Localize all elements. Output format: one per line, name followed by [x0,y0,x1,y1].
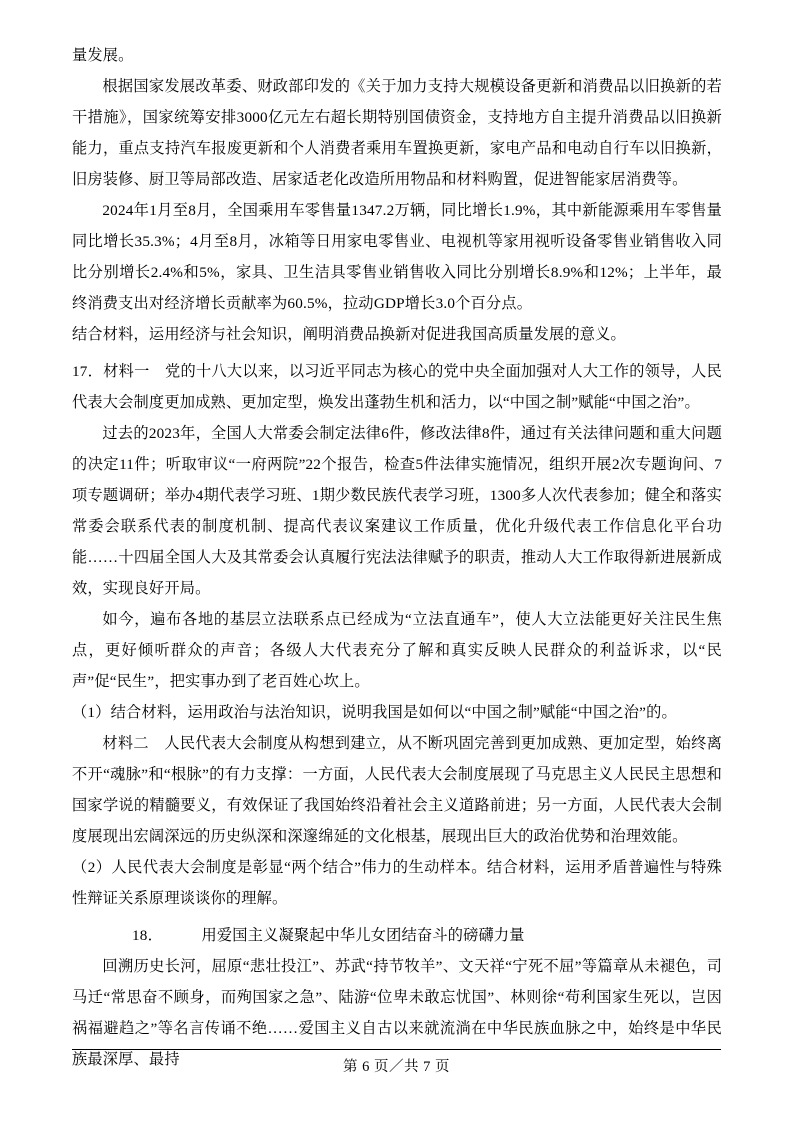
question-prompt-16: 结合材料，运用经济与社会知识，阐明消费品换新对促进我国高质量发展的意义。 [72,326,626,343]
question-17-material-one: 17．材料一 党的十八大以来，以习近平同志为核心的党中央全面加强对人大工作的领导，人民代表大会制度更加成熟、更加定型，焕发出蓬勃生机和活力，以“中国之制”赋能“中国之治”。 [72,363,722,411]
paragraph-continued: 量发展。 [72,47,134,64]
question-17-sub-2: （2）人民代表大会制度是彰显“两个结合”伟力的生动样本。结合材料，运用矛盾普遍性与特殊性辩证关系原理谈谈你的理解。 [72,859,722,907]
page-footer [0,1055,793,1076]
question-18-title: 18． 用爱国主义凝聚起中华儿女团结奋斗的磅礴力量 [132,927,525,944]
page-number: 第 6 页／共 7 页 [333,1055,460,1076]
footer-divider [72,1049,721,1050]
paragraph-statistics: 2024年1月至8月，全国乘用车零售量1347.2万辆，同比增长1.9%，其中新能源乘用车零售量同比增长35.3%；4月至8月，冰箱等日用家电零售业、电视机等家用视听设备零售业销售收入同比分别增长2.4%和5%，家具、卫生洁具零售业销售收入同比分别增长8.9%和12%；上半年，最终消费支出对经济增长贡献率为60.5%，拉动GDP增长3.0个百分点。 [72,202,722,312]
paragraph-patriotism-history: 回溯历史长河，屈原“悲壮投江”、苏武“持节牧羊”、文天祥“宁死不屈”等篇章从未褪色，司马迁“常思奋不顾身，而殉国家之急”、陆游“位卑未敢忘忧国”、林则徐“苟利国家生死以，岂因祸福避趋之”等名言传诵不绝……爱国主义自古以来就流淌在中华民族血脉之中，始终是中华民族最深厚、最持 [72,958,722,1068]
page-content [72,40,722,1075]
paragraph-policy-measures: 根据国家发展改革委、财政部印发的《关于加力支持大规模设备更新和消费品以旧换新的若干措施》，国家统筹安排3000亿元左右超长期特别国债资金，支持地方自主提升消费品以旧换新能力，重点支持汽车报废更新和个人消费者乘用车置换更新，家电产品和电动自行车以旧换新，旧房装修、厨卫等局部改造、居家适老化改造所用物品和材料购置，促进智能家居消费等。 [72,78,722,188]
paragraph-npc-work-2023: 过去的2023年，全国人大常委会制定法律6件，修改法律8件，通过有关法律问题和重大问题的决定11件；听取审议“一府两院”22个报告，检查5件法律实施情况，组织开展2次专题询问、7项专题调研；举办4期代表学习班、1期少数民族代表学习班，1300多人次代表参加；健全和落实常委会联系代表的制度机制、提高代表议案建议工作质量，优化升级代表工作信息化平台功能……十四届全国人大及其常委会认真履行宪法法律赋予的职责，推动人大工作取得新进展新成效，实现良好开局。 [72,425,722,597]
question-17-material-two: 材料二 人民代表大会制度从构想到建立，从不断巩固完善到更加成熟、更加定型，始终离不开“魂脉”和“根脉”的有力支撑：一方面，人民代表大会制度展现了马克思主义人民民主思想和国家学说的精髓要义，有效保证了我国始终沿着社会主义道路前进；另一方面，人民代表大会制度展现出宏阔深远的历史纵深和深邃绵延的文化根基，展现出巨大的政治优势和治理效能。 [72,735,722,845]
question-17-sub-1: （1）结合材料，运用政治与法治知识，说明我国是如何以“中国之制”赋能“中国之治”的。 [72,704,677,721]
paragraph-legislation-contact-points: 如今，遍布各地的基层立法联系点已经成为“立法直通车”，使人大立法能更好关注民生焦点，更好倾听群众的声音；各级人大代表充分了解和真实反映人民群众的利益诉求，以“民声”促“民生”，把实事办到了老百姓心坎上。 [72,611,722,690]
